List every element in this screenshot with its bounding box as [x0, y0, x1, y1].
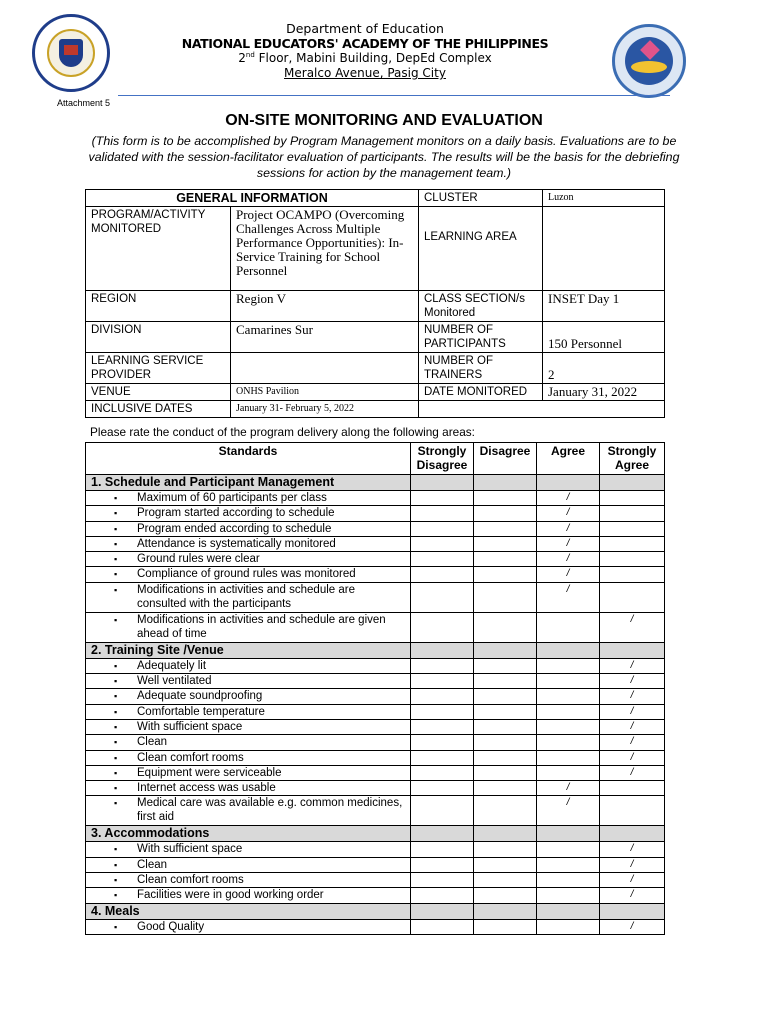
check-mark: /: [600, 888, 665, 903]
section-cell: [537, 475, 600, 491]
table-row: [86, 704, 665, 719]
section-cell: [411, 903, 474, 919]
standard-label: ▪ Well ventilated: [86, 674, 411, 689]
rating-cell: [411, 567, 474, 582]
rating-table: [85, 442, 665, 935]
rating-cell: [474, 765, 537, 780]
check-mark: /: [600, 704, 665, 719]
rating-cell: [411, 491, 474, 506]
table-row: [86, 491, 665, 506]
section-cell: [537, 642, 600, 658]
table-row: [86, 567, 665, 582]
rating-cell: [411, 506, 474, 521]
section-cell: [474, 903, 537, 919]
table-row: [86, 750, 665, 765]
standard-label: ▪ Comfortable temperature: [86, 704, 411, 719]
rating-cell: [474, 781, 537, 796]
rating-cell: [474, 735, 537, 750]
section-cell: [537, 826, 600, 842]
rating-cell: [474, 842, 537, 857]
standard-label: ▪ Medical care was available e.g. common medicines, first aid: [86, 796, 411, 826]
trainers-label: NUMBER OF TRAINERS: [419, 353, 543, 384]
rating-cell: [474, 567, 537, 582]
learning-area-label: LEARNING AREA: [419, 207, 543, 291]
address-line-2: Meralco Avenue, Pasig City: [284, 66, 446, 80]
section-row: [86, 475, 665, 491]
rating-cell: [411, 582, 474, 612]
rating-cell: [474, 796, 537, 826]
table-row: [86, 552, 665, 567]
rating-cell: [474, 857, 537, 872]
column-header: Agree: [537, 443, 600, 475]
section-row: [86, 642, 665, 658]
standard-label: ▪ With sufficient space: [86, 842, 411, 857]
table-row: [86, 765, 665, 780]
standard-label: ▪ Compliance of ground rules was monitored: [86, 567, 411, 582]
standard-label: ▪ Clean: [86, 857, 411, 872]
standard-label: ▪ Clean comfort rooms: [86, 873, 411, 888]
participants-label: NUMBER OF PARTICIPANTS: [419, 322, 543, 353]
standard-label: ▪ Ground rules were clear: [86, 552, 411, 567]
section-title: 1. Schedule and Participant Management: [86, 475, 411, 491]
venue-value: ONHS Pavilion: [231, 384, 419, 401]
rating-cell: [537, 689, 600, 704]
check-mark: /: [600, 842, 665, 857]
check-mark: /: [537, 552, 600, 567]
check-mark: /: [600, 735, 665, 750]
rating-cell: [474, 536, 537, 551]
check-mark: /: [600, 612, 665, 642]
standard-label: ▪ Internet access was usable: [86, 781, 411, 796]
section-cell: [600, 475, 665, 491]
learning-area-value: [543, 207, 665, 291]
rating-cell: [537, 735, 600, 750]
rating-cell: [537, 842, 600, 857]
rating-cell: [600, 506, 665, 521]
check-mark: /: [537, 567, 600, 582]
rating-cell: [411, 674, 474, 689]
column-header: Standards: [86, 443, 411, 475]
section-cell: [411, 826, 474, 842]
rating-cell: [411, 704, 474, 719]
rating-cell: [537, 612, 600, 642]
rating-cell: [600, 781, 665, 796]
academy-name: NATIONAL EDUCATORS' ACADEMY OF THE PHILIPPINES: [181, 36, 549, 51]
check-mark: /: [537, 781, 600, 796]
rating-cell: [474, 919, 537, 934]
section-row: [86, 826, 665, 842]
standard-label: ▪ Facilities were in good working order: [86, 888, 411, 903]
rating-cell: [411, 612, 474, 642]
column-header: Disagree: [474, 443, 537, 475]
rating-cell: [411, 781, 474, 796]
rating-cell: [474, 873, 537, 888]
check-mark: /: [600, 658, 665, 673]
standard-label: ▪ Equipment were serviceable: [86, 765, 411, 780]
standard-label: ▪ Attendance is systematically monitored: [86, 536, 411, 551]
standard-label: ▪ With sufficient space: [86, 719, 411, 734]
standard-label: ▪ Adequate soundproofing: [86, 689, 411, 704]
check-mark: /: [537, 796, 600, 826]
section-title: 3. Accommodations: [86, 826, 411, 842]
section-cell: [411, 642, 474, 658]
check-mark: /: [600, 750, 665, 765]
section-cell: [537, 903, 600, 919]
rating-cell: [411, 719, 474, 734]
attachment-label: Attachment 5: [57, 98, 111, 108]
date-monitored-label: DATE MONITORED: [419, 384, 543, 401]
table-row: [86, 689, 665, 704]
rating-cell: [600, 521, 665, 536]
program-value: Project OCAMPO (Overcoming Challenges Across Multiple Performance Opportunities): In-Service Training for School Personnel: [231, 207, 419, 291]
table-row: [86, 506, 665, 521]
standard-label: ▪ Maximum of 60 participants per class: [86, 491, 411, 506]
form-instructions: (This form is to be accomplished by Program Management monitors on a daily basis. Evaluations are to be validated with the session-facilitator evaluation of participants. The results will be the basis for the debriefing sessions for action by the management team.): [88, 134, 680, 180]
rating-cell: [474, 719, 537, 734]
date-monitored-value: January 31, 2022: [543, 384, 665, 401]
rating-cell: [537, 857, 600, 872]
region-label: REGION: [86, 291, 231, 322]
rating-cell: [537, 704, 600, 719]
header-divider: [118, 95, 670, 96]
standard-label: ▪ Modifications in activities and schedule are consulted with the participants: [86, 582, 411, 612]
general-information-table: [85, 189, 665, 418]
check-mark: /: [537, 506, 600, 521]
section-cell: [474, 642, 537, 658]
inclusive-dates-value: January 31- February 5, 2022: [231, 401, 419, 418]
provider-label: LEARNING SERVICE PROVIDER: [86, 353, 231, 384]
neap-seal-logo: [612, 24, 686, 98]
section-title: 2. Training Site /Venue: [86, 642, 411, 658]
table-row: [86, 674, 665, 689]
section-cell: [600, 903, 665, 919]
rating-cell: [411, 552, 474, 567]
standard-label: ▪ Clean: [86, 735, 411, 750]
rating-cell: [411, 857, 474, 872]
check-mark: /: [600, 674, 665, 689]
standard-label: ▪ Program ended according to schedule: [86, 521, 411, 536]
empty-cell: [419, 401, 665, 418]
rating-cell: [474, 658, 537, 673]
column-header: Strongly Agree: [600, 443, 665, 475]
table-row: [86, 582, 665, 612]
general-info-heading: GENERAL INFORMATION: [86, 190, 419, 207]
rating-instructions: Please rate the conduct of the program delivery along the following areas:: [90, 425, 475, 439]
rating-cell: [411, 658, 474, 673]
rating-cell: [411, 735, 474, 750]
table-row: [86, 796, 665, 826]
rating-cell: [411, 919, 474, 934]
rating-cell: [411, 689, 474, 704]
rating-cell: [537, 765, 600, 780]
cluster-label: CLUSTER: [419, 190, 543, 207]
rating-cell: [474, 704, 537, 719]
check-mark: /: [537, 521, 600, 536]
table-row: [86, 536, 665, 551]
table-row: [86, 781, 665, 796]
rating-cell: [474, 582, 537, 612]
rating-header-row: [86, 443, 665, 475]
rating-cell: [537, 888, 600, 903]
table-row: [86, 521, 665, 536]
rating-cell: [474, 491, 537, 506]
form-title: ON-SITE MONITORING AND EVALUATION: [225, 112, 543, 129]
rating-cell: [474, 521, 537, 536]
column-header: Strongly Disagree: [411, 443, 474, 475]
class-section-label: CLASS SECTION/s Monitored: [419, 291, 543, 322]
department-name: Department of Education: [286, 21, 444, 36]
rating-cell: [537, 919, 600, 934]
rating-cell: [474, 552, 537, 567]
program-label: PROGRAM/ACTIVITY MONITORED: [86, 207, 231, 291]
rating-cell: [600, 491, 665, 506]
table-row: [86, 842, 665, 857]
check-mark: /: [600, 919, 665, 934]
table-row: [86, 888, 665, 903]
rating-cell: [411, 796, 474, 826]
table-row: [86, 735, 665, 750]
venue-label: VENUE: [86, 384, 231, 401]
trainers-value: 2: [543, 353, 665, 384]
rating-cell: [600, 552, 665, 567]
check-mark: /: [600, 719, 665, 734]
table-row: [86, 919, 665, 934]
rating-cell: [537, 674, 600, 689]
table-row: [86, 873, 665, 888]
section-cell: [411, 475, 474, 491]
table-row: [86, 719, 665, 734]
class-section-value: INSET Day 1: [543, 291, 665, 322]
section-cell: [600, 642, 665, 658]
rating-cell: [474, 674, 537, 689]
table-row: [86, 857, 665, 872]
standard-label: ▪ Adequately lit: [86, 658, 411, 673]
standard-label: ▪ Program started according to schedule: [86, 506, 411, 521]
deped-seal-logo: [32, 14, 110, 92]
rating-cell: [474, 888, 537, 903]
rating-cell: [537, 873, 600, 888]
inclusive-dates-label: INCLUSIVE DATES: [86, 401, 231, 418]
table-row: [86, 658, 665, 673]
rating-cell: [411, 521, 474, 536]
rating-cell: [411, 750, 474, 765]
check-mark: /: [600, 765, 665, 780]
division-value: Camarines Sur: [231, 322, 419, 353]
section-cell: [474, 475, 537, 491]
standard-label: ▪ Good Quality: [86, 919, 411, 934]
section-title: 4. Meals: [86, 903, 411, 919]
section-cell: [474, 826, 537, 842]
provider-value: [231, 353, 419, 384]
region-value: Region V: [231, 291, 419, 322]
rating-cell: [411, 842, 474, 857]
rating-cell: [474, 689, 537, 704]
section-row: [86, 903, 665, 919]
rating-cell: [474, 612, 537, 642]
check-mark: /: [537, 582, 600, 612]
rating-cell: [600, 567, 665, 582]
check-mark: /: [600, 689, 665, 704]
section-cell: [600, 826, 665, 842]
rating-cell: [411, 536, 474, 551]
rating-cell: [474, 506, 537, 521]
standard-label: ▪ Clean comfort rooms: [86, 750, 411, 765]
cluster-value: Luzon: [543, 190, 665, 207]
rating-cell: [537, 719, 600, 734]
rating-cell: [537, 750, 600, 765]
check-mark: /: [600, 873, 665, 888]
address-line-1: 2nd Floor, Mabini Building, DepEd Complex: [238, 51, 492, 65]
participants-value: 150 Personnel: [543, 322, 665, 353]
check-mark: /: [537, 491, 600, 506]
rating-cell: [600, 582, 665, 612]
check-mark: /: [600, 857, 665, 872]
rating-cell: [537, 658, 600, 673]
rating-cell: [411, 888, 474, 903]
rating-cell: [600, 796, 665, 826]
rating-cell: [411, 873, 474, 888]
standard-label: ▪ Modifications in activities and schedule are given ahead of time: [86, 612, 411, 642]
rating-cell: [474, 750, 537, 765]
rating-cell: [600, 536, 665, 551]
check-mark: /: [537, 536, 600, 551]
division-label: DIVISION: [86, 322, 231, 353]
rating-cell: [411, 765, 474, 780]
table-row: [86, 612, 665, 642]
